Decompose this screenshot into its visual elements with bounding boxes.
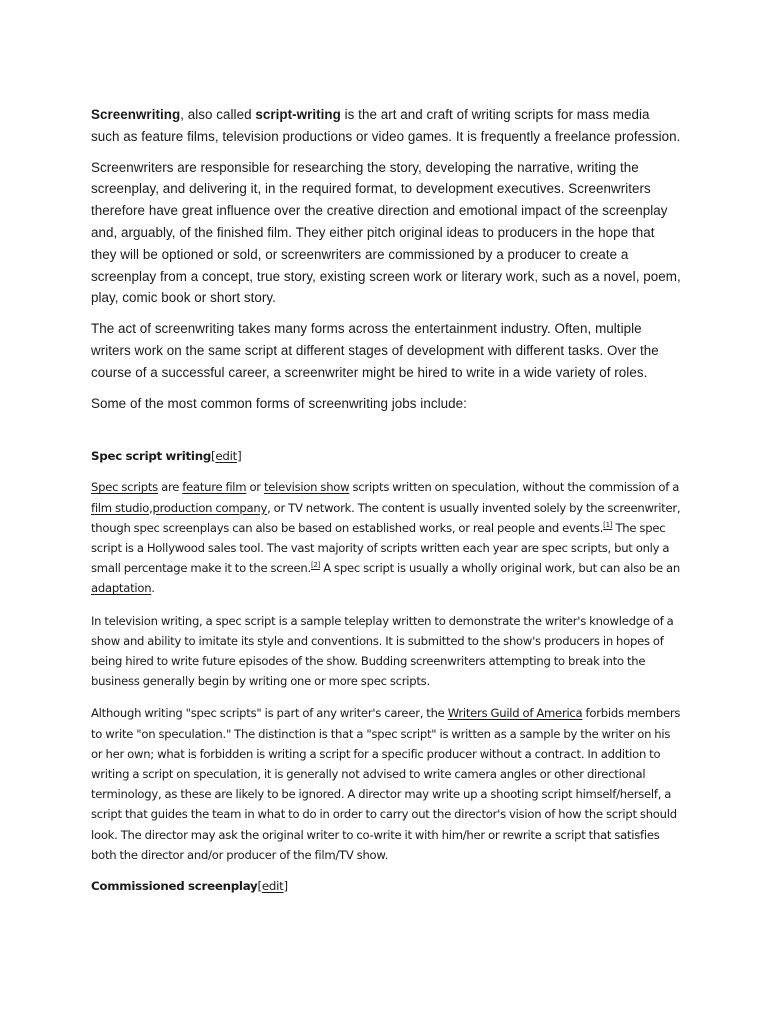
- intro-paragraph-1: [91, 104, 681, 148]
- spec-paragraph-2: In television writing, a spec script is a sample teleplay written to demonstrate the writer's knowledge of a show and ability to imitate its style and conventions. It is submitted to the show's producers in hopes of being hired to write future episodes of the show. Budding screenwriters attempting to break into the business generally begin by writing one or more spec scripts.: [91, 613, 674, 689]
- spec-paragraph-3: [91, 703, 681, 865]
- heading-text: Commissioned screenplay: [91, 879, 258, 894]
- document-page: [91, 104, 681, 896]
- intro-paragraph-2: Screenwriters are responsible for researching the story, developing the narrative, writing the screenplay, and delivering it, in the required format, to development executives. Screenwriters therefore have great influence over the creative direction and emotional impact of the screenplay and, arguably, of the finished film. They either pitch original ideas to producers in the hope that they will be optioned or sold, or screenwriters are commissioned by a producer to create a screenplay from a concept, true story, existing screen work or literary work, such as a novel, poem, play, comic book or short story.: [91, 159, 681, 306]
- edit-bracket-open: [: [211, 449, 216, 464]
- intro-section: [91, 104, 681, 414]
- edit-bracket-open: [: [257, 879, 262, 894]
- text-run: ,: [149, 500, 153, 515]
- text-run: , or TV network. The content is usually invented solely by the screenwriter, though spec screenplays can also be based on established works, or real people and events.: [91, 500, 681, 535]
- spec-paragraph-1: [91, 477, 681, 598]
- text-run: Although writing "spec scripts" is part of any writer's career, the: [91, 706, 448, 721]
- heading-text: Spec script writing: [91, 449, 212, 464]
- reference-link-2[interactable]: [2]: [310, 561, 321, 570]
- text-run: .: [151, 581, 155, 596]
- text-run: , also called: [180, 107, 256, 122]
- link-feature-film[interactable]: feature film: [182, 480, 247, 495]
- spec-section: [91, 446, 681, 896]
- text-run: forbids members to write "on speculation." The distinction is that a "spec script" is written as a sample by the writer on his or her own; what is forbidden is writing a script for a specific producer without a contract. In addition to writing a script on speculation, it is generally not advised to write camera angles or other directional terminology, as these are likely to be ignored. A director may write up a shooting script himself/herself, a script that guides the team in what to do in order to carry out the director's vision of how the script should look. The director may ask the original writer to co-write it with him/her or rewrite a script that satisfies both the director and/or producer of the film/TV show.: [91, 706, 681, 862]
- section-heading-spec-script: [91, 446, 681, 466]
- link-writers-guild-of-america[interactable]: Writers Guild of America: [447, 706, 583, 721]
- section-heading-commissioned-screenplay: [91, 876, 681, 896]
- text-run: or: [246, 480, 264, 495]
- link-adaptation[interactable]: adaptation: [91, 581, 152, 596]
- text-run: The spec script is a Hollywood sales tool. The vast majority of scripts written each year are spec scripts, but only a small percentage make it to the screen.: [91, 520, 670, 576]
- term-script-writing: script-writing: [255, 107, 341, 122]
- edit-link-spec-script[interactable]: edit: [215, 449, 238, 464]
- edit-bracket-close: ]: [237, 449, 242, 464]
- edit-link-commissioned-screenplay[interactable]: edit: [261, 879, 284, 894]
- edit-bracket-close: ]: [283, 879, 288, 894]
- text-run: is the art and craft of writing scripts for mass media such as feature films, television productions or video games. It is frequently a freelance profession.: [91, 107, 681, 144]
- text-run: are: [157, 480, 183, 495]
- link-film-studio[interactable]: film studio: [91, 500, 150, 515]
- text-run: A spec script is usually a wholly original work, but can also be an: [320, 561, 680, 576]
- text-run: scripts written on speculation, without the commission of a: [349, 480, 680, 495]
- intro-paragraph-3: The act of screenwriting takes many forms across the entertainment industry. Often, multiple writers work on the same script at different stages of development with different tasks. Over the course of a successful career, a screenwriter might be hired to write in a wide variety of roles.: [91, 321, 659, 380]
- link-spec-scripts[interactable]: Spec scripts: [91, 480, 158, 495]
- reference-link-1[interactable]: [1]: [603, 520, 613, 529]
- link-television-show[interactable]: television show: [263, 480, 350, 495]
- link-production-company[interactable]: production company: [152, 500, 268, 515]
- term-screenwriting: Screenwriting: [91, 107, 181, 122]
- intro-paragraph-4: Some of the most common forms of screenwriting jobs include:: [91, 395, 467, 411]
